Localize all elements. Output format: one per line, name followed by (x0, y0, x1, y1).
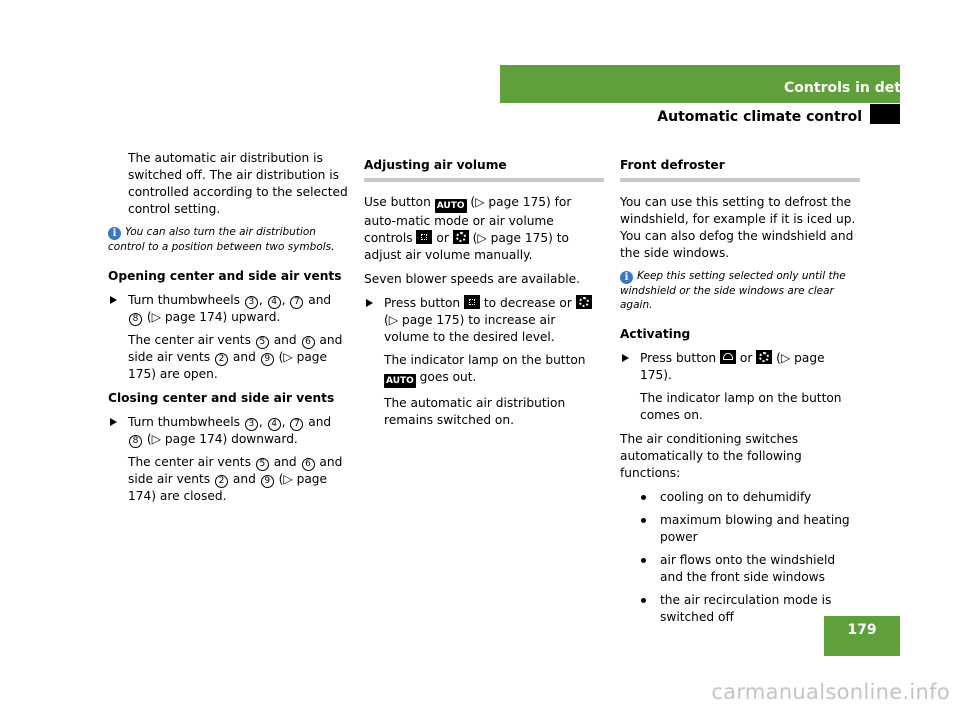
step-text: (▷ page 174) upward. (146, 310, 281, 324)
list-text: the air recirculation mode is switched off (660, 593, 832, 624)
activating-result: The indicator lamp on the button comes on. (640, 391, 842, 422)
bullet-dot-icon (641, 495, 646, 500)
ref-6: 6 (302, 458, 315, 471)
defrost-icon (720, 350, 736, 364)
column-2 (364, 150, 604, 436)
step-text: (▷ page 174) downward. (146, 432, 298, 446)
and-text: and (273, 333, 297, 347)
bullet-dot-icon (641, 558, 646, 563)
ref-3: 3 (245, 418, 258, 431)
column-3 (620, 150, 860, 632)
text: (▷ page 175) for auto-matic mode or air volume controls (364, 195, 572, 245)
closing-heading: Closing center and side air vents (108, 391, 335, 405)
activating-step (620, 350, 860, 384)
text: The indicator lamp on the button (384, 353, 586, 367)
text: Press button (640, 351, 717, 365)
and-text: and (308, 293, 332, 307)
and-text: and (273, 455, 297, 469)
opening-heading: Opening center and side air vents (108, 269, 342, 283)
fan-high-icon (576, 295, 592, 309)
info-note (108, 225, 348, 254)
and-text: and (308, 415, 332, 429)
text: Use button (364, 195, 431, 209)
result-text: (▷ page 174) are closed. (128, 472, 328, 503)
arrow-bullet-icon (110, 296, 117, 304)
fan-low-icon (416, 230, 432, 244)
and-text: and (232, 472, 256, 486)
fan-high-icon (453, 230, 469, 244)
ref-2: 2 (215, 353, 228, 366)
result-text: The center air vents (128, 455, 251, 469)
info-icon: i (108, 227, 121, 240)
sep: , (258, 415, 263, 429)
text: to decrease or (483, 296, 572, 310)
text: (▷ page 175) to increase air volume to the desired level. (384, 313, 556, 344)
ref-7: 7 (290, 418, 303, 431)
result-text: and side air vents (128, 455, 343, 486)
ref-3: 3 (245, 296, 258, 309)
info-note-text: You can also turn the air distribution control to a position between two symbols. (108, 226, 335, 253)
arrow-bullet-icon (110, 418, 117, 426)
air-volume-step (364, 295, 604, 346)
info-icon: i (620, 271, 633, 284)
defroster-intro: You can use this setting to defrost the windshield, for example if it is iced up. You can also defog the windshield and the side windows. (620, 195, 856, 260)
list-text: maximum blowing and heating power (660, 513, 850, 544)
info-note-text: Keep this setting selected only until the windshield or the side windows are clear again. (620, 270, 846, 311)
result-text: The center air vents (128, 333, 251, 347)
air-volume-result-1 (364, 352, 604, 388)
opening-step (108, 292, 348, 326)
bullet-dot-icon (641, 518, 646, 523)
ref-5: 5 (256, 458, 269, 471)
step-text: Turn thumbwheels (128, 293, 240, 307)
list-text: air flows onto the windshield and the front side windows (660, 553, 836, 584)
ref-7: 7 (290, 296, 303, 309)
arrow-bullet-icon (366, 299, 373, 307)
sep: , (281, 415, 286, 429)
ref-8: 8 (129, 313, 142, 326)
sep: , (258, 293, 263, 307)
opening-result (108, 332, 348, 383)
watermark[interactable]: carmanualsonline.info (711, 680, 950, 704)
text: or (436, 231, 449, 245)
ref-4: 4 (268, 296, 281, 309)
defroster-heading: Front defroster (620, 150, 860, 182)
result-text: (▷ page 175) are open. (128, 350, 328, 381)
front-defrost-icon (756, 350, 772, 364)
blower-speeds: Seven blower speeds are available. (364, 272, 580, 286)
text: goes out. (419, 370, 477, 384)
air-volume-intro (364, 194, 604, 264)
step-text: Turn thumbwheels (128, 415, 240, 429)
air-volume-heading: Adjusting air volume (364, 150, 604, 182)
list-item (620, 512, 860, 546)
activating-heading: Activating (620, 327, 691, 341)
intro-text: The automatic air distribution is switched off. The air distribution is controlled according to the selected control setting. (128, 151, 348, 216)
auto-button-icon: AUTO (386, 376, 414, 386)
text: or (739, 351, 753, 365)
text: Press button (384, 296, 461, 310)
text: (▷ page 175). (640, 351, 825, 382)
info-note (620, 269, 860, 312)
ref-9: 9 (261, 475, 274, 488)
ref-4: 4 (268, 418, 281, 431)
subsection-title: Automatic climate control (657, 109, 862, 125)
sep: , (281, 293, 286, 307)
ref-6: 6 (302, 336, 315, 349)
section-title: Controls in detail (784, 80, 920, 96)
list-text: cooling on to dehumidify (660, 490, 812, 504)
ref-9: 9 (261, 353, 274, 366)
and-text: and (232, 350, 256, 364)
header-marker (870, 104, 900, 124)
bullet-dot-icon (641, 598, 646, 603)
auto-button-icon: AUTO (436, 201, 465, 211)
ref-8: 8 (129, 435, 142, 448)
fan-low-icon (464, 295, 480, 309)
column-1 (108, 150, 348, 512)
ref-2: 2 (215, 475, 228, 488)
list-item (620, 489, 860, 506)
functions-intro: The air conditioning switches automatically to the following functions: (620, 432, 802, 480)
closing-result (108, 454, 348, 505)
text: (▷ page 175) to adjust air volume manually. (364, 231, 570, 262)
result-text: and side air vents (128, 333, 343, 364)
closing-step (108, 414, 348, 448)
list-item (620, 552, 860, 586)
arrow-bullet-icon (622, 354, 629, 362)
ref-5: 5 (256, 336, 269, 349)
air-volume-result-2: The automatic air distribution remains switched on. (384, 396, 566, 427)
page-number: 179 (824, 616, 900, 656)
